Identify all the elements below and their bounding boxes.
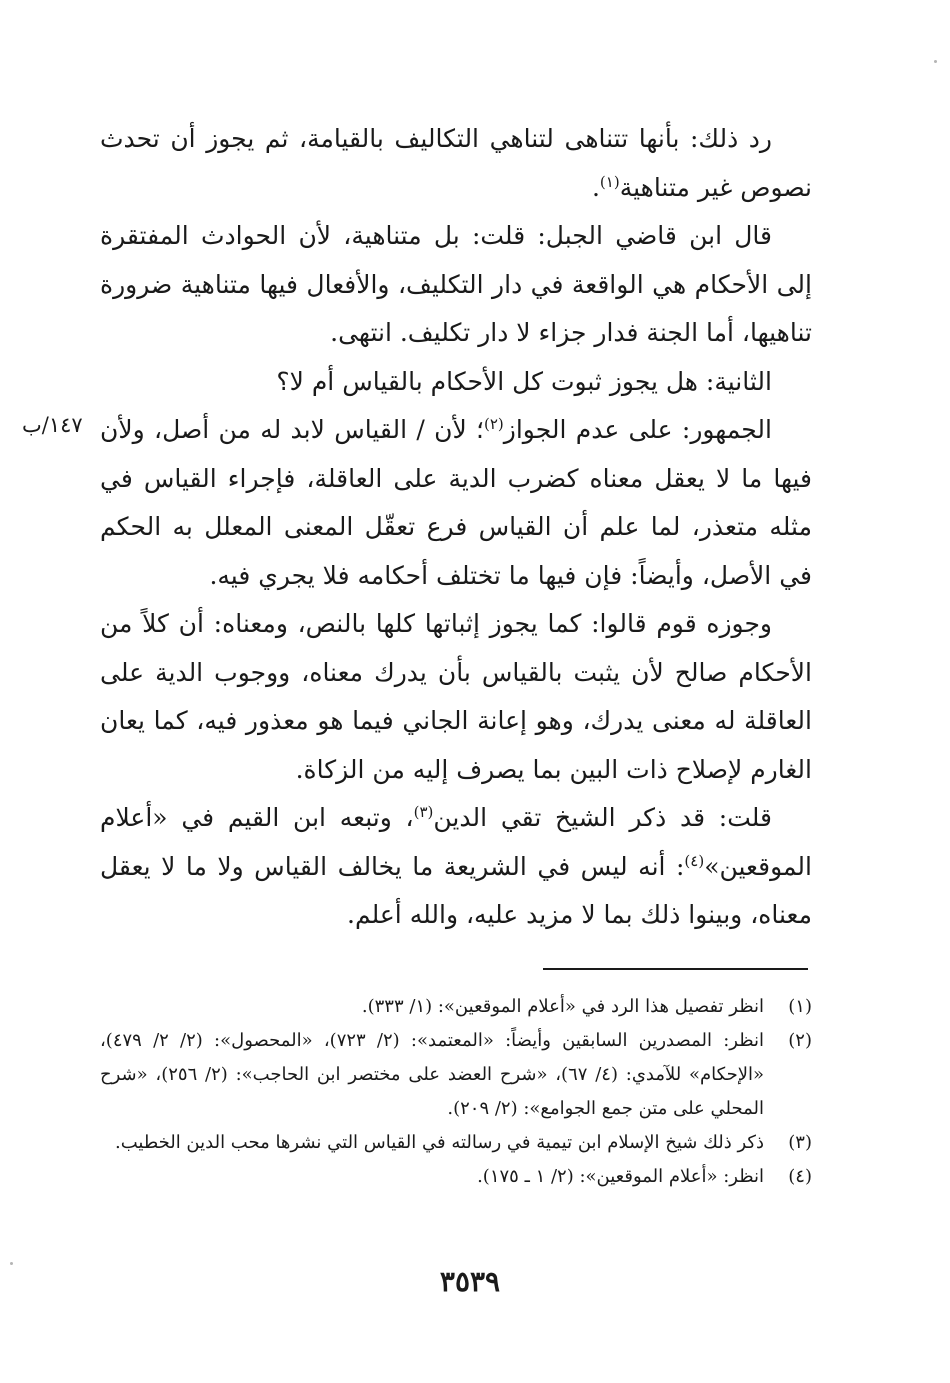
paragraph-6-text-a: قلت: قد ذكر الشيخ تقي الدين xyxy=(433,803,773,832)
manuscript-folio-marker: ١٤٧/ب xyxy=(22,413,83,437)
paragraph-6-text-c: : أنه ليس في الشريعة ما يخالف القياس ولا ما لا يعقل معناه، وبينوا ذلك بما لا مزيد عليه، والله أعلم. xyxy=(100,851,812,929)
footnote-ref-2: (٢) xyxy=(484,415,504,433)
paragraph-3: الثانية: هل يجوز ثبوت كل الأحكام بالقياس أم لا؟ xyxy=(276,366,772,396)
paragraph-6 xyxy=(100,794,812,940)
main-text-body xyxy=(100,115,812,940)
footnote-3 xyxy=(100,1126,812,1160)
footnote-number: (٣) xyxy=(788,1132,812,1153)
footnotes xyxy=(100,990,812,1194)
paragraph-4-text-a: الجمهور: على عدم الجواز xyxy=(503,415,772,444)
footnote-ref-4: (٤) xyxy=(684,851,705,870)
footnote-text: ذكر ذلك شيخ الإسلام ابن تيمية في رسالته في القياس التي نشرها محب الدين الخطيب. xyxy=(115,1132,764,1153)
footnote-1 xyxy=(100,990,812,1024)
footnote-ref-3: (٣) xyxy=(413,803,434,821)
footnote-text: انظر: «أعلام الموقعين»: (٢/ ١ ـ ١٧٥). xyxy=(477,1166,764,1187)
paragraph-2: قال ابن قاضي الجبل: قلت: بل متناهية، لأن الحوادث المفتقرة إلى الأحكام هي الواقعة في دار التكليف، والأفعال فيها متناهية ضرورة تناهيها، أما الجنة فدار جزاء لا دار تكليف. انتهى. xyxy=(100,221,812,347)
footnote-2 xyxy=(100,1024,812,1126)
footnote-number: (٢) xyxy=(788,1030,812,1051)
footnote-4 xyxy=(100,1160,812,1194)
scan-speck xyxy=(934,60,937,63)
paragraph-5: وجوزه قوم قالوا: كما يجوز إثباتها كلها بالنص، ومعناه: أن كلاً من الأحكام صالح لأن يثبت بالقياس بأن يدرك معناه، ووجوب الدية على العاقلة له معنى يدرك، وهو إعانة الجاني فيما هو معذور فيه، كما يعان الغارم لإصلاح ذات البين بما يصرف إليه من الزكاة. xyxy=(100,609,812,784)
paragraph-4 xyxy=(100,406,812,600)
footnote-separator xyxy=(543,968,808,970)
paragraph-1-end: . xyxy=(591,172,600,202)
footnote-ref-1: (١) xyxy=(599,172,620,191)
footnote-number: (١) xyxy=(788,996,812,1017)
paragraph-1 xyxy=(100,115,812,212)
footnote-number: (٤) xyxy=(788,1166,812,1187)
page-number: ٣٥٣٩ xyxy=(439,1265,501,1298)
scan-speck xyxy=(10,1262,13,1265)
footnote-text: انظر: المصدرين السابقين وأيضاً: «المعتمد»: (٢/ ٧٢٣)، «المحصول»: (٢/ ٢/ ٤٧٩)، «الإحكام» للآمدي: (٤/ ٦٧)، «شرح العضد على مختصر ابن الحاجب»: (٢/ ٢٥٦)، «شرح المحلي على متن جمع الجوامع»: (٢/ ٢٠٩). xyxy=(100,1030,765,1119)
footnote-text: انظر تفصيل هذا الرد في «أعلام الموقعين»: (١/ ٣٣٣). xyxy=(361,996,764,1017)
paragraph-4-text-b: ؛ لأن / القياس لابد له من أصل، ولأن فيها ما لا يعقل معناه كضرب الدية على العاقلة، فإجراء القياس في مثله متعذر، لما علم أن القياس فرع تعقّل المعنى المعلل به الحكم في الأصل، وأيضاً: فإن فيها ما تختلف أحكامه فلا يجري فيه. xyxy=(100,415,812,590)
paragraph-6-text-b: ، وتبعه ابن القيم في «أعلام الموقعين» xyxy=(100,803,812,881)
paragraph-1-text: رد ذلك: بأنها تتناهى لتناهي التكاليف بالقيامة، ثم يجوز أن تحدث نصوص غير متناهية xyxy=(100,124,812,202)
